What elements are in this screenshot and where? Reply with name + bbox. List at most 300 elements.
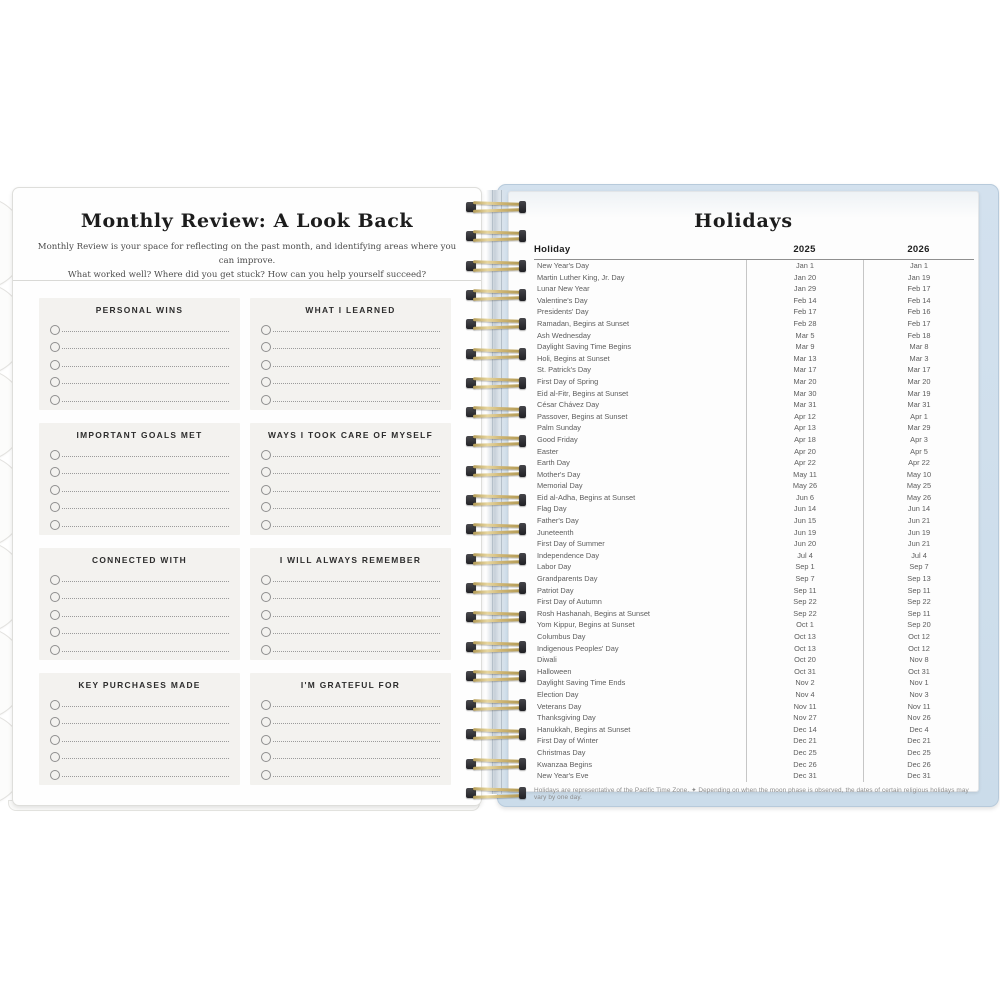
holiday-date-2025: Apr 20 — [746, 446, 863, 458]
review-sections-grid — [39, 298, 451, 785]
holiday-date-2025: Mar 17 — [746, 364, 863, 376]
holiday-date-2026: Mar 19 — [863, 388, 974, 400]
holiday-table-body — [534, 260, 974, 782]
holiday-row — [534, 434, 974, 446]
holiday-name: Palm Sunday — [537, 423, 581, 433]
holiday-date-2025: Dec 21 — [746, 735, 863, 747]
dotted-leader — [273, 508, 440, 509]
holiday-name: Daylight Saving Time Ends — [537, 678, 626, 688]
dotted-leader — [273, 598, 440, 599]
dotted-writing-line — [261, 478, 440, 496]
bullet-circle-icon — [261, 450, 271, 460]
review-section — [39, 548, 240, 660]
holiday-name: Earth Day — [537, 458, 570, 468]
holiday-row — [534, 608, 974, 620]
holiday-date-2025: Nov 4 — [746, 689, 863, 701]
bullet-circle-icon — [261, 485, 271, 495]
dotted-writing-line — [50, 586, 229, 604]
holiday-name: Presidents' Day — [537, 307, 589, 317]
bullet-circle-icon — [261, 325, 271, 335]
holiday-name: Veterans Day — [537, 701, 582, 711]
holiday-date-2025: Mar 5 — [746, 330, 863, 342]
dotted-leader — [62, 348, 229, 349]
dotted-writing-line — [50, 638, 229, 656]
bullet-circle-icon — [261, 610, 271, 620]
holiday-row — [534, 469, 974, 481]
dotted-writing-line — [261, 461, 440, 479]
dotted-leader — [62, 616, 229, 617]
spiral-coil — [466, 260, 526, 272]
bullet-circle-icon — [261, 592, 271, 602]
bullet-circle-icon — [261, 575, 271, 585]
review-section — [39, 298, 240, 410]
holiday-date-2026: Mar 8 — [863, 341, 974, 353]
holiday-name: Lunar New Year — [537, 284, 590, 294]
dotted-writing-line — [261, 763, 440, 781]
bullet-circle-icon — [261, 752, 271, 762]
dotted-writing-line — [50, 513, 229, 531]
holiday-row — [534, 272, 974, 284]
holiday-date-2026: May 26 — [863, 492, 974, 504]
bullet-circle-icon — [261, 342, 271, 352]
holiday-date-2025: Jun 19 — [746, 527, 863, 539]
dotted-leader — [273, 616, 440, 617]
holiday-date-2025: Sep 22 — [746, 608, 863, 620]
dotted-writing-line — [261, 318, 440, 336]
dotted-leader — [62, 633, 229, 634]
bullet-circle-icon — [261, 717, 271, 727]
bullet-circle-icon — [50, 377, 60, 387]
spiral-coil — [466, 641, 526, 653]
review-section — [39, 673, 240, 785]
dotted-writing-line — [50, 461, 229, 479]
holiday-date-2025: Mar 31 — [746, 399, 863, 411]
holiday-date-2026: Jul 4 — [863, 550, 974, 562]
holiday-date-2026: Jun 21 — [863, 538, 974, 550]
dotted-leader — [62, 758, 229, 759]
holiday-name: Patriot Day — [537, 585, 574, 595]
dotted-writing-line — [261, 353, 440, 371]
holiday-row — [534, 283, 974, 295]
dotted-leader — [62, 526, 229, 527]
holiday-row — [534, 388, 974, 400]
dotted-leader — [62, 651, 229, 652]
dotted-leader — [62, 491, 229, 492]
review-section — [250, 423, 451, 535]
holiday-name: Christmas Day — [537, 747, 586, 757]
spiral-coil — [466, 699, 526, 711]
holiday-name: Kwanzaa Begins — [537, 759, 593, 769]
dotted-writing-line — [261, 586, 440, 604]
holiday-row — [534, 353, 974, 365]
bullet-circle-icon — [261, 377, 271, 387]
holiday-name: Father's Day — [537, 516, 579, 526]
dotted-writing-line — [261, 693, 440, 711]
holiday-name: Mother's Day — [537, 469, 581, 479]
holiday-name: Hanukkah, Begins at Sunset — [537, 724, 631, 734]
holiday-date-2026: Dec 31 — [863, 770, 974, 782]
holiday-date-2026: Nov 8 — [863, 654, 974, 666]
holiday-date-2025: Oct 1 — [746, 619, 863, 631]
holiday-date-2025: Nov 11 — [746, 701, 863, 713]
holiday-row — [534, 573, 974, 585]
dotted-leader — [273, 758, 440, 759]
subtitle-line-2: What worked well? Where did you get stuck? How can you help yourself succeed? — [67, 270, 427, 281]
dotted-leader — [62, 706, 229, 707]
holiday-row — [534, 631, 974, 643]
holiday-name: César Chávez Day — [537, 400, 600, 410]
holiday-row — [534, 515, 974, 527]
holiday-row — [534, 446, 974, 458]
holiday-date-2025: Dec 26 — [746, 759, 863, 771]
holiday-date-2026: Mar 17 — [863, 364, 974, 376]
holiday-name: Easter — [537, 446, 559, 456]
holiday-row — [534, 341, 974, 353]
holiday-name: Daylight Saving Time Begins — [537, 342, 632, 352]
holiday-date-2025: Jan 20 — [746, 272, 863, 284]
holiday-row — [534, 770, 974, 782]
dotted-leader — [62, 776, 229, 777]
bullet-circle-icon — [50, 450, 60, 460]
holiday-name: Ramadan, Begins at Sunset — [537, 318, 630, 328]
review-section-title: WHAT I LEARNED — [305, 305, 396, 315]
holiday-date-2025: May 26 — [746, 480, 863, 492]
footnote: Holidays are representative of the Pacific Time Zone. ✦ Depending on when the moon phase is observed, the dates of certain religious holidays may vary by one day. — [534, 787, 969, 801]
holiday-date-2026: Sep 20 — [863, 619, 974, 631]
bullet-circle-icon — [50, 610, 60, 620]
dotted-leader — [62, 366, 229, 367]
holiday-date-2025: Jan 1 — [746, 260, 863, 272]
holiday-date-2026: Apr 1 — [863, 411, 974, 423]
dotted-writing-line — [261, 638, 440, 656]
holiday-row — [534, 759, 974, 771]
holiday-row — [534, 689, 974, 701]
bullet-circle-icon — [50, 717, 60, 727]
dotted-leader — [273, 776, 440, 777]
dotted-leader — [273, 581, 440, 582]
bullet-circle-icon — [261, 770, 271, 780]
dotted-writing-line — [261, 336, 440, 354]
holiday-date-2025: Jul 4 — [746, 550, 863, 562]
bullet-circle-icon — [50, 645, 60, 655]
holiday-date-2026: Dec 21 — [863, 735, 974, 747]
bullet-circle-icon — [261, 467, 271, 477]
holiday-date-2025: Sep 22 — [746, 596, 863, 608]
dotted-leader — [62, 401, 229, 402]
holiday-table — [534, 244, 974, 782]
holiday-date-2025: Dec 31 — [746, 770, 863, 782]
holiday-date-2025: Apr 22 — [746, 457, 863, 469]
dotted-leader — [273, 383, 440, 384]
holiday-date-2026: Feb 17 — [863, 283, 974, 295]
subtitle-line-1: Monthly Review is your space for reflecting on the past month, and identifying areas where you can improve. — [37, 242, 457, 267]
bullet-circle-icon — [261, 502, 271, 512]
bullet-circle-icon — [50, 575, 60, 585]
dotted-writing-line — [50, 443, 229, 461]
column-header-2026: 2026 — [907, 244, 930, 255]
holiday-row — [534, 503, 974, 515]
bullet-circle-icon — [50, 360, 60, 370]
holiday-row — [534, 677, 974, 689]
spiral-coil — [466, 318, 526, 330]
holiday-date-2025: Mar 30 — [746, 388, 863, 400]
holiday-date-2026: Sep 13 — [863, 573, 974, 585]
spiral-coil — [466, 406, 526, 418]
dotted-leader — [273, 401, 440, 402]
bullet-circle-icon — [261, 645, 271, 655]
holiday-name: Labor Day — [537, 562, 572, 572]
holiday-name: Yom Kippur, Begins at Sunset — [537, 620, 635, 630]
spiral-coil — [466, 582, 526, 594]
holiday-date-2026: Mar 31 — [863, 399, 974, 411]
dotted-writing-line — [50, 568, 229, 586]
holiday-date-2025: Sep 7 — [746, 573, 863, 585]
holiday-date-2025: Jun 15 — [746, 515, 863, 527]
holiday-row — [534, 399, 974, 411]
holiday-row — [534, 654, 974, 666]
bullet-circle-icon — [50, 502, 60, 512]
bullet-circle-icon — [50, 395, 60, 405]
dotted-leader — [273, 456, 440, 457]
spiral-coil — [466, 348, 526, 360]
dotted-writing-line — [50, 336, 229, 354]
review-section-title: KEY PURCHASES MADE — [78, 680, 201, 690]
holiday-date-2025: Nov 27 — [746, 712, 863, 724]
review-section — [250, 548, 451, 660]
review-section-title: I WILL ALWAYS REMEMBER — [279, 555, 422, 565]
bullet-circle-icon — [50, 735, 60, 745]
holiday-name: Diwali — [537, 655, 557, 665]
holiday-row — [534, 295, 974, 307]
dotted-leader — [273, 331, 440, 332]
spiral-coil — [466, 728, 526, 740]
dotted-leader — [273, 473, 440, 474]
review-section — [250, 673, 451, 785]
spiral-coil — [466, 670, 526, 682]
dotted-leader — [62, 581, 229, 582]
holiday-date-2025: Sep 11 — [746, 585, 863, 597]
spiral-coil — [466, 523, 526, 535]
holidays-page — [508, 191, 979, 801]
page-subtitle — [33, 240, 461, 283]
holiday-row — [534, 492, 974, 504]
holiday-date-2026: Nov 3 — [863, 689, 974, 701]
holiday-date-2025: Jun 6 — [746, 492, 863, 504]
holiday-row — [534, 619, 974, 631]
holiday-date-2025: Oct 31 — [746, 666, 863, 678]
holiday-date-2025: Oct 13 — [746, 643, 863, 655]
dotted-writing-line — [50, 388, 229, 406]
holiday-row — [534, 561, 974, 573]
spiral-coil — [466, 787, 526, 799]
holiday-name: Good Friday — [537, 434, 578, 444]
divider-rule — [13, 280, 481, 281]
dotted-writing-line — [50, 693, 229, 711]
bullet-circle-icon — [50, 752, 60, 762]
bullet-circle-icon — [50, 325, 60, 335]
holiday-date-2025: Jun 14 — [746, 503, 863, 515]
spiral-coil — [466, 465, 526, 477]
holiday-date-2025: Oct 13 — [746, 631, 863, 643]
holiday-date-2025: Sep 1 — [746, 561, 863, 573]
bullet-circle-icon — [50, 520, 60, 530]
holiday-date-2025: Jan 29 — [746, 283, 863, 295]
bullet-circle-icon — [50, 342, 60, 352]
spiral-coil — [466, 377, 526, 389]
holiday-date-2025: Apr 13 — [746, 422, 863, 434]
holiday-name: First Day of Winter — [537, 736, 599, 746]
holiday-name: Halloween — [537, 666, 572, 676]
holiday-date-2026: Apr 5 — [863, 446, 974, 458]
holiday-row — [534, 422, 974, 434]
holiday-name: Memorial Day — [537, 481, 583, 491]
holiday-row — [534, 376, 974, 388]
dotted-leader — [273, 723, 440, 724]
holiday-date-2026: Dec 4 — [863, 724, 974, 736]
holiday-date-2025: Mar 13 — [746, 353, 863, 365]
holiday-name: First Day of Spring — [537, 376, 599, 386]
dotted-writing-line — [261, 568, 440, 586]
holiday-date-2026: Feb 16 — [863, 306, 974, 318]
spiral-coil — [466, 435, 526, 447]
holiday-date-2026: Oct 12 — [863, 643, 974, 655]
holiday-row — [534, 735, 974, 747]
dotted-leader — [273, 633, 440, 634]
bullet-circle-icon — [261, 735, 271, 745]
dotted-writing-line — [50, 478, 229, 496]
holiday-name: St. Patrick's Day — [537, 365, 591, 375]
holiday-row — [534, 724, 974, 736]
dotted-writing-line — [50, 728, 229, 746]
holiday-row — [534, 411, 974, 423]
dotted-writing-line — [50, 603, 229, 621]
holiday-name: Valentine's Day — [537, 295, 588, 305]
bullet-circle-icon — [50, 467, 60, 477]
holiday-date-2026: Jan 1 — [863, 260, 974, 272]
holiday-name: New Year's Eve — [537, 771, 589, 781]
holiday-name: Thanksgiving Day — [537, 713, 596, 723]
spiral-coil — [466, 494, 526, 506]
bullet-circle-icon — [261, 520, 271, 530]
holiday-row — [534, 318, 974, 330]
holiday-date-2026: Jun 19 — [863, 527, 974, 539]
holiday-date-2025: Jun 20 — [746, 538, 863, 550]
dotted-leader — [273, 741, 440, 742]
holiday-date-2026: Nov 11 — [863, 701, 974, 713]
dotted-leader — [62, 383, 229, 384]
holiday-date-2026: Jun 14 — [863, 503, 974, 515]
holiday-date-2026: Dec 26 — [863, 759, 974, 771]
dotted-leader — [273, 366, 440, 367]
dotted-writing-line — [50, 496, 229, 514]
holiday-name: Eid al-Adha, Begins at Sunset — [537, 492, 636, 502]
dotted-writing-line — [50, 621, 229, 639]
holiday-name: Ash Wednesday — [537, 330, 591, 340]
holiday-name: Rosh Hashanah, Begins at Sunset — [537, 608, 650, 618]
dotted-writing-line — [261, 388, 440, 406]
dotted-writing-line — [50, 711, 229, 729]
holiday-row — [534, 457, 974, 469]
holiday-date-2025: Feb 17 — [746, 306, 863, 318]
dotted-writing-line — [261, 513, 440, 531]
holiday-name: Flag Day — [537, 504, 567, 514]
bullet-circle-icon — [261, 627, 271, 637]
holiday-date-2025: Oct 20 — [746, 654, 863, 666]
dotted-leader — [62, 456, 229, 457]
holiday-row — [534, 643, 974, 655]
holiday-name: Eid al-Fitr, Begins at Sunset — [537, 388, 629, 398]
dotted-writing-line — [50, 371, 229, 389]
dotted-writing-line — [50, 763, 229, 781]
holiday-date-2026: Nov 1 — [863, 677, 974, 689]
dotted-writing-line — [261, 746, 440, 764]
holiday-date-2025: Mar 20 — [746, 376, 863, 388]
dotted-writing-line — [261, 728, 440, 746]
dotted-writing-line — [50, 353, 229, 371]
holiday-date-2026: Mar 29 — [863, 422, 974, 434]
holiday-row — [534, 538, 974, 550]
dotted-writing-line — [50, 318, 229, 336]
holiday-date-2025: Dec 25 — [746, 747, 863, 759]
dotted-leader — [273, 651, 440, 652]
holiday-name: New Year's Day — [537, 261, 589, 270]
holiday-date-2026: Sep 7 — [863, 561, 974, 573]
holiday-date-2025: Apr 18 — [746, 434, 863, 446]
holiday-name: Passover, Begins at Sunset — [537, 411, 628, 421]
holiday-name: Juneteenth — [537, 527, 574, 537]
page-title: Holidays — [694, 210, 793, 232]
holiday-row — [534, 306, 974, 318]
dotted-writing-line — [261, 711, 440, 729]
bullet-circle-icon — [50, 592, 60, 602]
review-section-title: I'M GRATEFUL FOR — [300, 680, 401, 690]
holiday-row — [534, 550, 974, 562]
bullet-circle-icon — [261, 395, 271, 405]
holiday-row — [534, 585, 974, 597]
holiday-date-2026: Mar 3 — [863, 353, 974, 365]
bullet-circle-icon — [50, 485, 60, 495]
holiday-date-2026: Jan 19 — [863, 272, 974, 284]
holiday-date-2025: Nov 2 — [746, 677, 863, 689]
holiday-date-2026: Sep 11 — [863, 608, 974, 620]
holiday-date-2026: Feb 17 — [863, 318, 974, 330]
holiday-date-2026: Sep 22 — [863, 596, 974, 608]
review-section-title: WAYS I TOOK CARE OF MYSELF — [267, 430, 434, 440]
holiday-row — [534, 712, 974, 724]
holiday-name: Holi, Begins at Sunset — [537, 353, 610, 363]
holiday-date-2025: Feb 28 — [746, 318, 863, 330]
holiday-row — [534, 701, 974, 713]
column-header-2025: 2025 — [793, 244, 816, 255]
holiday-date-2026: Apr 22 — [863, 457, 974, 469]
dotted-leader — [62, 741, 229, 742]
page-title: Monthly Review: A Look Back — [80, 210, 414, 232]
holiday-name: Martin Luther King, Jr. Day — [537, 272, 625, 282]
dotted-leader — [273, 526, 440, 527]
bullet-circle-icon — [50, 700, 60, 710]
holiday-row — [534, 260, 974, 272]
bullet-circle-icon — [261, 700, 271, 710]
holiday-date-2025: May 11 — [746, 469, 863, 481]
dotted-writing-line — [261, 603, 440, 621]
holiday-date-2026: Sep 11 — [863, 585, 974, 597]
dotted-writing-line — [261, 443, 440, 461]
holiday-name: Columbus Day — [537, 632, 586, 641]
dotted-writing-line — [261, 621, 440, 639]
holiday-date-2026: Oct 31 — [863, 666, 974, 678]
holiday-date-2025: Apr 12 — [746, 411, 863, 423]
holiday-date-2025: Mar 9 — [746, 341, 863, 353]
